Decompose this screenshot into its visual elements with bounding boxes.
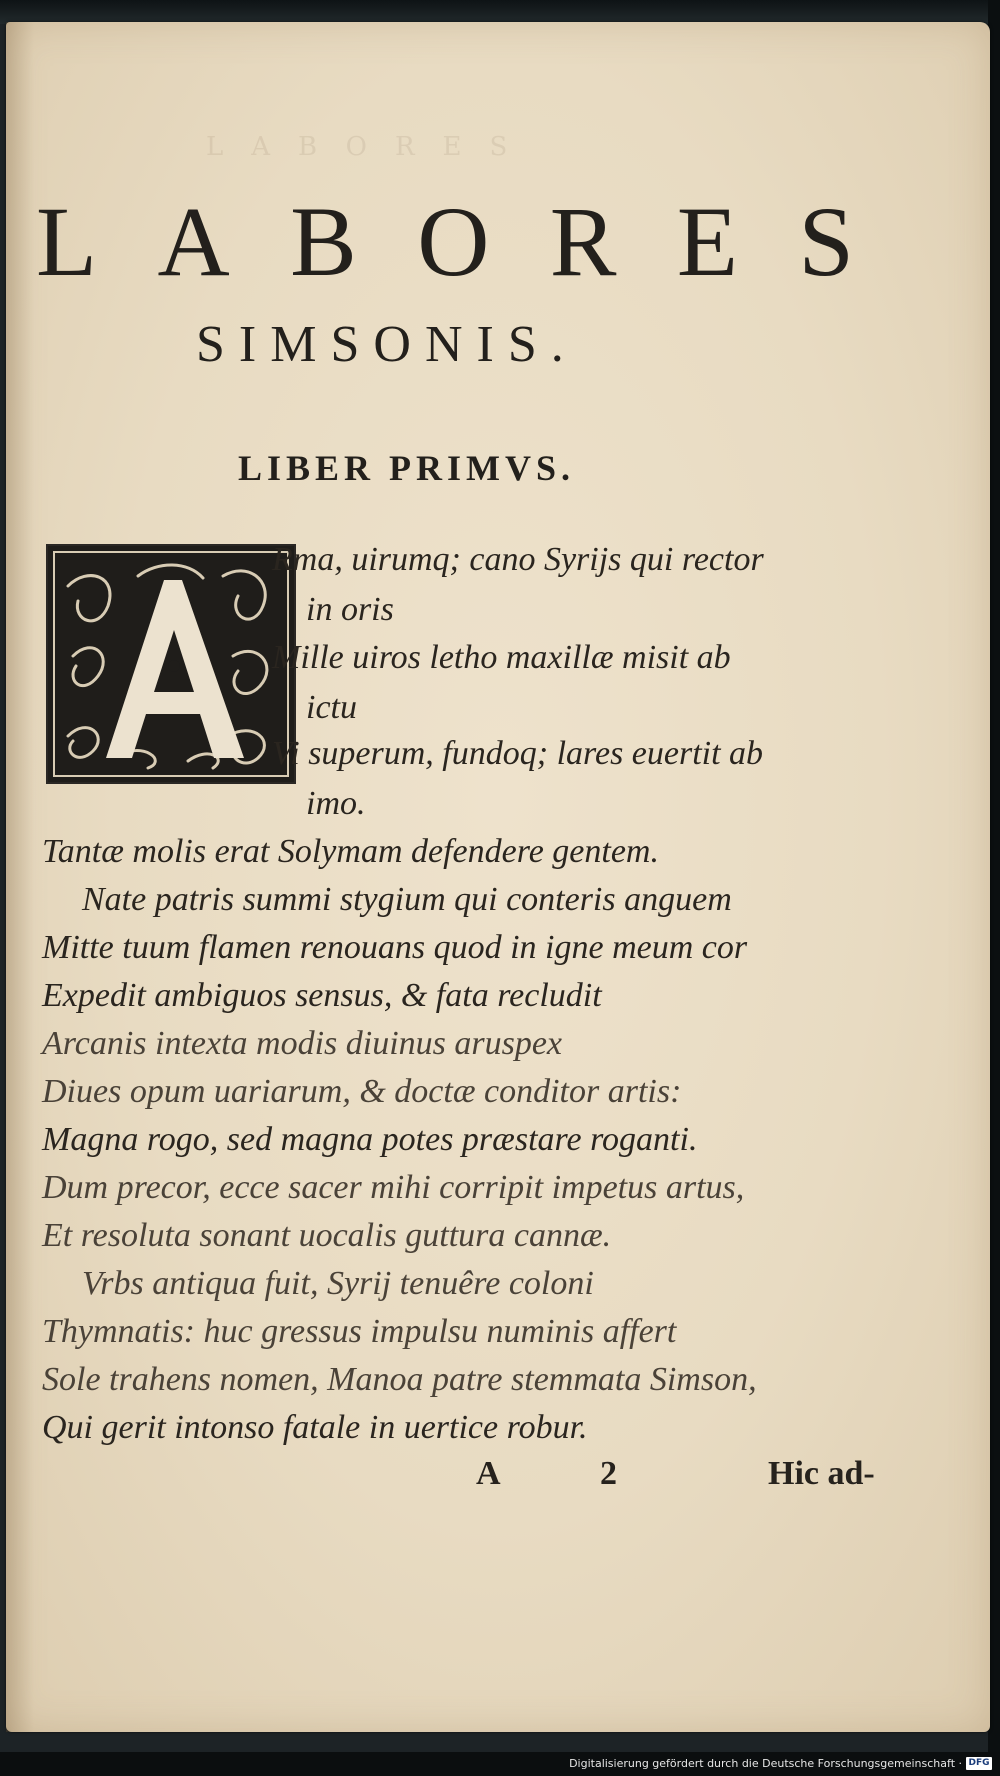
verse-line: Sole trahens nomen, Manoa patre stemmata Simson, <box>42 1361 757 1398</box>
verse-line: Vi superum, fundoq; lares euertit ab <box>272 735 764 772</box>
verse-line: Expedit ambiguos sensus, & fata recludit <box>42 977 602 1014</box>
page-subtitle: SIMSONIS. <box>196 316 578 373</box>
verse-line: Thymnatis: huc gressus impulsu numinis affert <box>42 1313 677 1350</box>
footer-credit: Digitalisierung gefördert durch die Deutsche Forschungsgemeinschaft · <box>569 1757 962 1770</box>
verse-line: Arcanis intexta modis diuinus aruspex <box>42 1025 563 1062</box>
verse-line: Mille uiros letho maxillæ misit ab <box>272 639 731 676</box>
title-letter: B <box>290 186 359 297</box>
verse-line: Mitte tuum flamen renouans quod in igne meum cor <box>42 929 748 966</box>
verse-line: ictu <box>306 689 357 726</box>
signature-mark: A <box>476 1455 501 1492</box>
title-letter: A <box>157 186 232 297</box>
verse-line: Dum precor, ecce sacer mihi corripit impetus artus, <box>42 1169 745 1206</box>
book-heading: LIBER PRIMVS. <box>238 448 576 488</box>
verse-line: imo. <box>306 785 366 822</box>
verse-line: Qui gerit intonso fatale in uertice robur. <box>42 1409 588 1446</box>
title-letter: L <box>36 186 100 297</box>
book-page <box>6 22 990 1732</box>
page-title <box>36 186 856 297</box>
bleed-through-text: LABORES <box>206 132 536 162</box>
title-letter: S <box>798 186 856 297</box>
verse-line: in oris <box>306 591 394 628</box>
verse-line: Vrbs antiqua fuit, Syrij tenuêre coloni <box>82 1265 594 1302</box>
scan-top-edge <box>0 0 1000 24</box>
dfg-logo: DFG <box>966 1757 992 1770</box>
ornamental-initial-graphic <box>48 546 294 782</box>
catchword: Hic ad- <box>768 1455 875 1492</box>
verse-line: Nate patris summi stygium qui conteris anguem <box>82 881 732 918</box>
verse-line: Tantæ molis erat Solymam defendere gentem. <box>42 833 659 870</box>
ornamental-initial <box>46 544 296 784</box>
verse-line: Diues opum uariarum, & doctæ conditor artis: <box>42 1073 682 1110</box>
title-letter: R <box>549 186 619 297</box>
verse-line: Magna rogo, sed magna potes præstare roganti. <box>42 1121 698 1158</box>
title-letter: E <box>676 186 740 297</box>
verse-line: Et resoluta sonant uocalis guttura cannæ. <box>42 1217 612 1254</box>
title-letter: O <box>417 186 492 297</box>
signature-number: 2 <box>600 1455 617 1492</box>
verse-line: Rma, uirumq; cano Syrijs qui rector <box>272 541 764 578</box>
